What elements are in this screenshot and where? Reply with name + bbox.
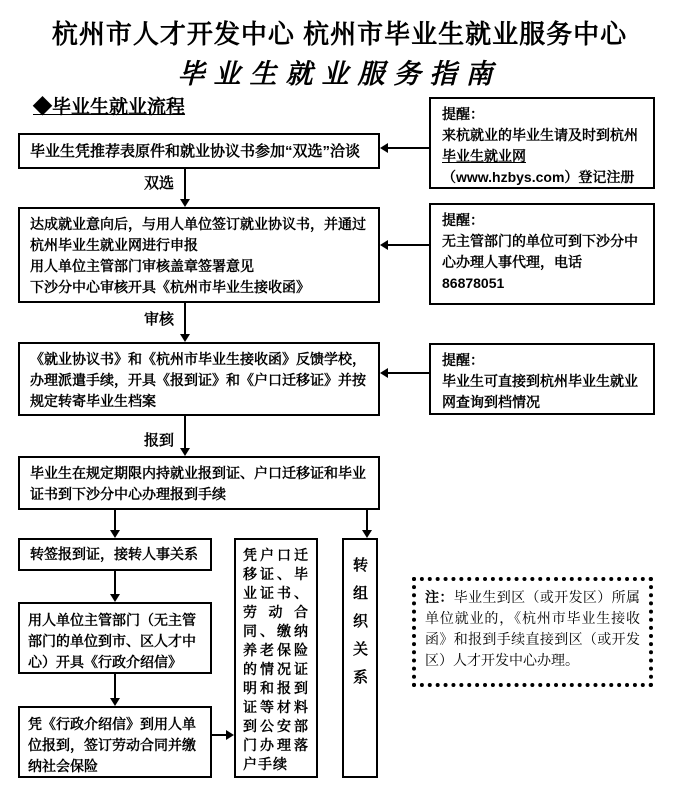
box-line: 办理派遣手续，开具《报到证》和《户口迁移证》并按 xyxy=(30,372,366,388)
reminder-box-agency xyxy=(429,203,655,305)
arrow-down-icon xyxy=(362,530,372,538)
box-line: 用人单位主管部门审核盖章签署意见 xyxy=(30,258,254,274)
reminder-text: （www.hzbys.com）登记注册 xyxy=(442,169,635,185)
arrow-line xyxy=(366,510,368,530)
box-line: 位报到，签订劳动合同并缴 xyxy=(28,737,196,753)
arrow-right-icon xyxy=(226,730,234,740)
reminder-title: 提醒： xyxy=(442,352,484,368)
arrow-down-icon xyxy=(180,199,190,207)
flow-box-intro-letter xyxy=(18,602,212,674)
arrow-down-icon xyxy=(110,698,120,706)
flow-box-feedback-school xyxy=(18,342,380,416)
flow-box-text: 转组织关系 xyxy=(353,557,369,686)
box-line: 《就业协议书》和《杭州市毕业生接收函》反馈学校， xyxy=(30,351,366,367)
arrow-line xyxy=(184,415,186,448)
box-line: 纳社会保险 xyxy=(28,758,98,774)
reminder-body: 毕业生可直接到杭州毕业生就业网查询到档情况 xyxy=(442,373,638,410)
box-line: 凭《行政介绍信》到用人单 xyxy=(28,716,196,732)
section-header: ◆毕业生就业流程 xyxy=(33,97,186,118)
note-label: 注： xyxy=(425,589,454,605)
box-line: 杭州毕业生就业网进行申报 xyxy=(30,237,198,253)
flow-box-sign-agreement xyxy=(18,207,380,303)
reminder-text: 来杭就业的毕业生请及时到杭州 xyxy=(442,127,638,143)
reminder-text-underlined: 毕业生就业网 xyxy=(442,148,526,164)
flow-box-hukou-settle xyxy=(234,538,318,778)
reminder-body: 无主管部门的单位可到下沙分中心办理人事代理，电话 86878051 xyxy=(442,233,638,291)
reminder-title: 提醒： xyxy=(442,106,484,122)
page-title: 杭州市人才开发中心 杭州市毕业生就业服务中心 xyxy=(51,19,628,49)
box-line: 毕业生在规定期限内持就业报到证、户口迁移证和毕业 xyxy=(30,465,366,481)
arrow-line xyxy=(114,674,116,698)
box-line: 用人单位主管部门（无主管 xyxy=(28,612,196,628)
reminder-box-archive-query xyxy=(429,343,655,415)
box-line: 规定转寄毕业生档案 xyxy=(30,393,156,409)
arrow-down-icon xyxy=(180,448,190,456)
note-box xyxy=(412,577,653,687)
reminder-body xyxy=(442,125,642,188)
arrow-line xyxy=(388,147,429,149)
arrow-left-icon xyxy=(380,368,388,378)
arrow-line xyxy=(184,302,186,334)
box-line: 部门的单位到市、区人才中 xyxy=(28,633,196,649)
box-line: 下沙分中心审核开具《杭州市毕业生接收函》 xyxy=(30,279,310,295)
arrow-left-icon xyxy=(380,143,388,153)
arrow-line xyxy=(388,244,429,246)
flow-box-text: 转签报到证，接转人事关系 xyxy=(30,546,198,562)
flow-box-org-relation xyxy=(342,538,378,778)
arrow-down-icon xyxy=(180,334,190,342)
box-line: 心）开具《行政介绍信》 xyxy=(28,654,182,670)
flow-box-report-procedure xyxy=(18,456,380,510)
box-line: 证书到下沙分中心办理报到手续 xyxy=(30,486,226,502)
flow-box-labor-contract xyxy=(18,706,212,778)
arrow-down-icon xyxy=(110,530,120,538)
arrow-left-icon xyxy=(380,240,388,250)
reminder-box-register xyxy=(429,97,655,189)
connector-label-baodao: 报到 xyxy=(144,432,175,449)
arrow-line xyxy=(114,510,116,530)
arrow-down-icon xyxy=(110,594,120,602)
arrow-line xyxy=(388,372,429,374)
flow-box-text: 毕业生凭推荐表原件和就业协议书参加“双选”洽谈 xyxy=(30,142,361,160)
flow-box-shuangxuan-talk xyxy=(18,133,380,169)
arrow-line xyxy=(212,734,226,736)
flow-box-text: 凭户口迁移证、毕业证书、劳动合同、缴纳养老保险的情况证明和报到证等材料到公安部门办理落户手续 xyxy=(243,547,309,772)
box-line: 达成就业意向后，与用人单位签订就业协议书，并通过 xyxy=(30,216,366,232)
reminder-title: 提醒： xyxy=(442,212,484,228)
page-subtitle: 毕业生就业服务指南 xyxy=(177,59,502,89)
connector-label-shuangxuan: 双选 xyxy=(144,175,175,192)
connector-label-shenhe: 审核 xyxy=(144,311,175,328)
note-body: 毕业生到区（或开发区）所属单位就业的，《杭州市毕业生接收函》和报到手续直接到区（或开发区）人才开发中心办理。 xyxy=(425,589,641,668)
arrow-line xyxy=(114,571,116,594)
flow-box-transfer-card xyxy=(18,538,212,571)
arrow-line xyxy=(184,168,186,199)
